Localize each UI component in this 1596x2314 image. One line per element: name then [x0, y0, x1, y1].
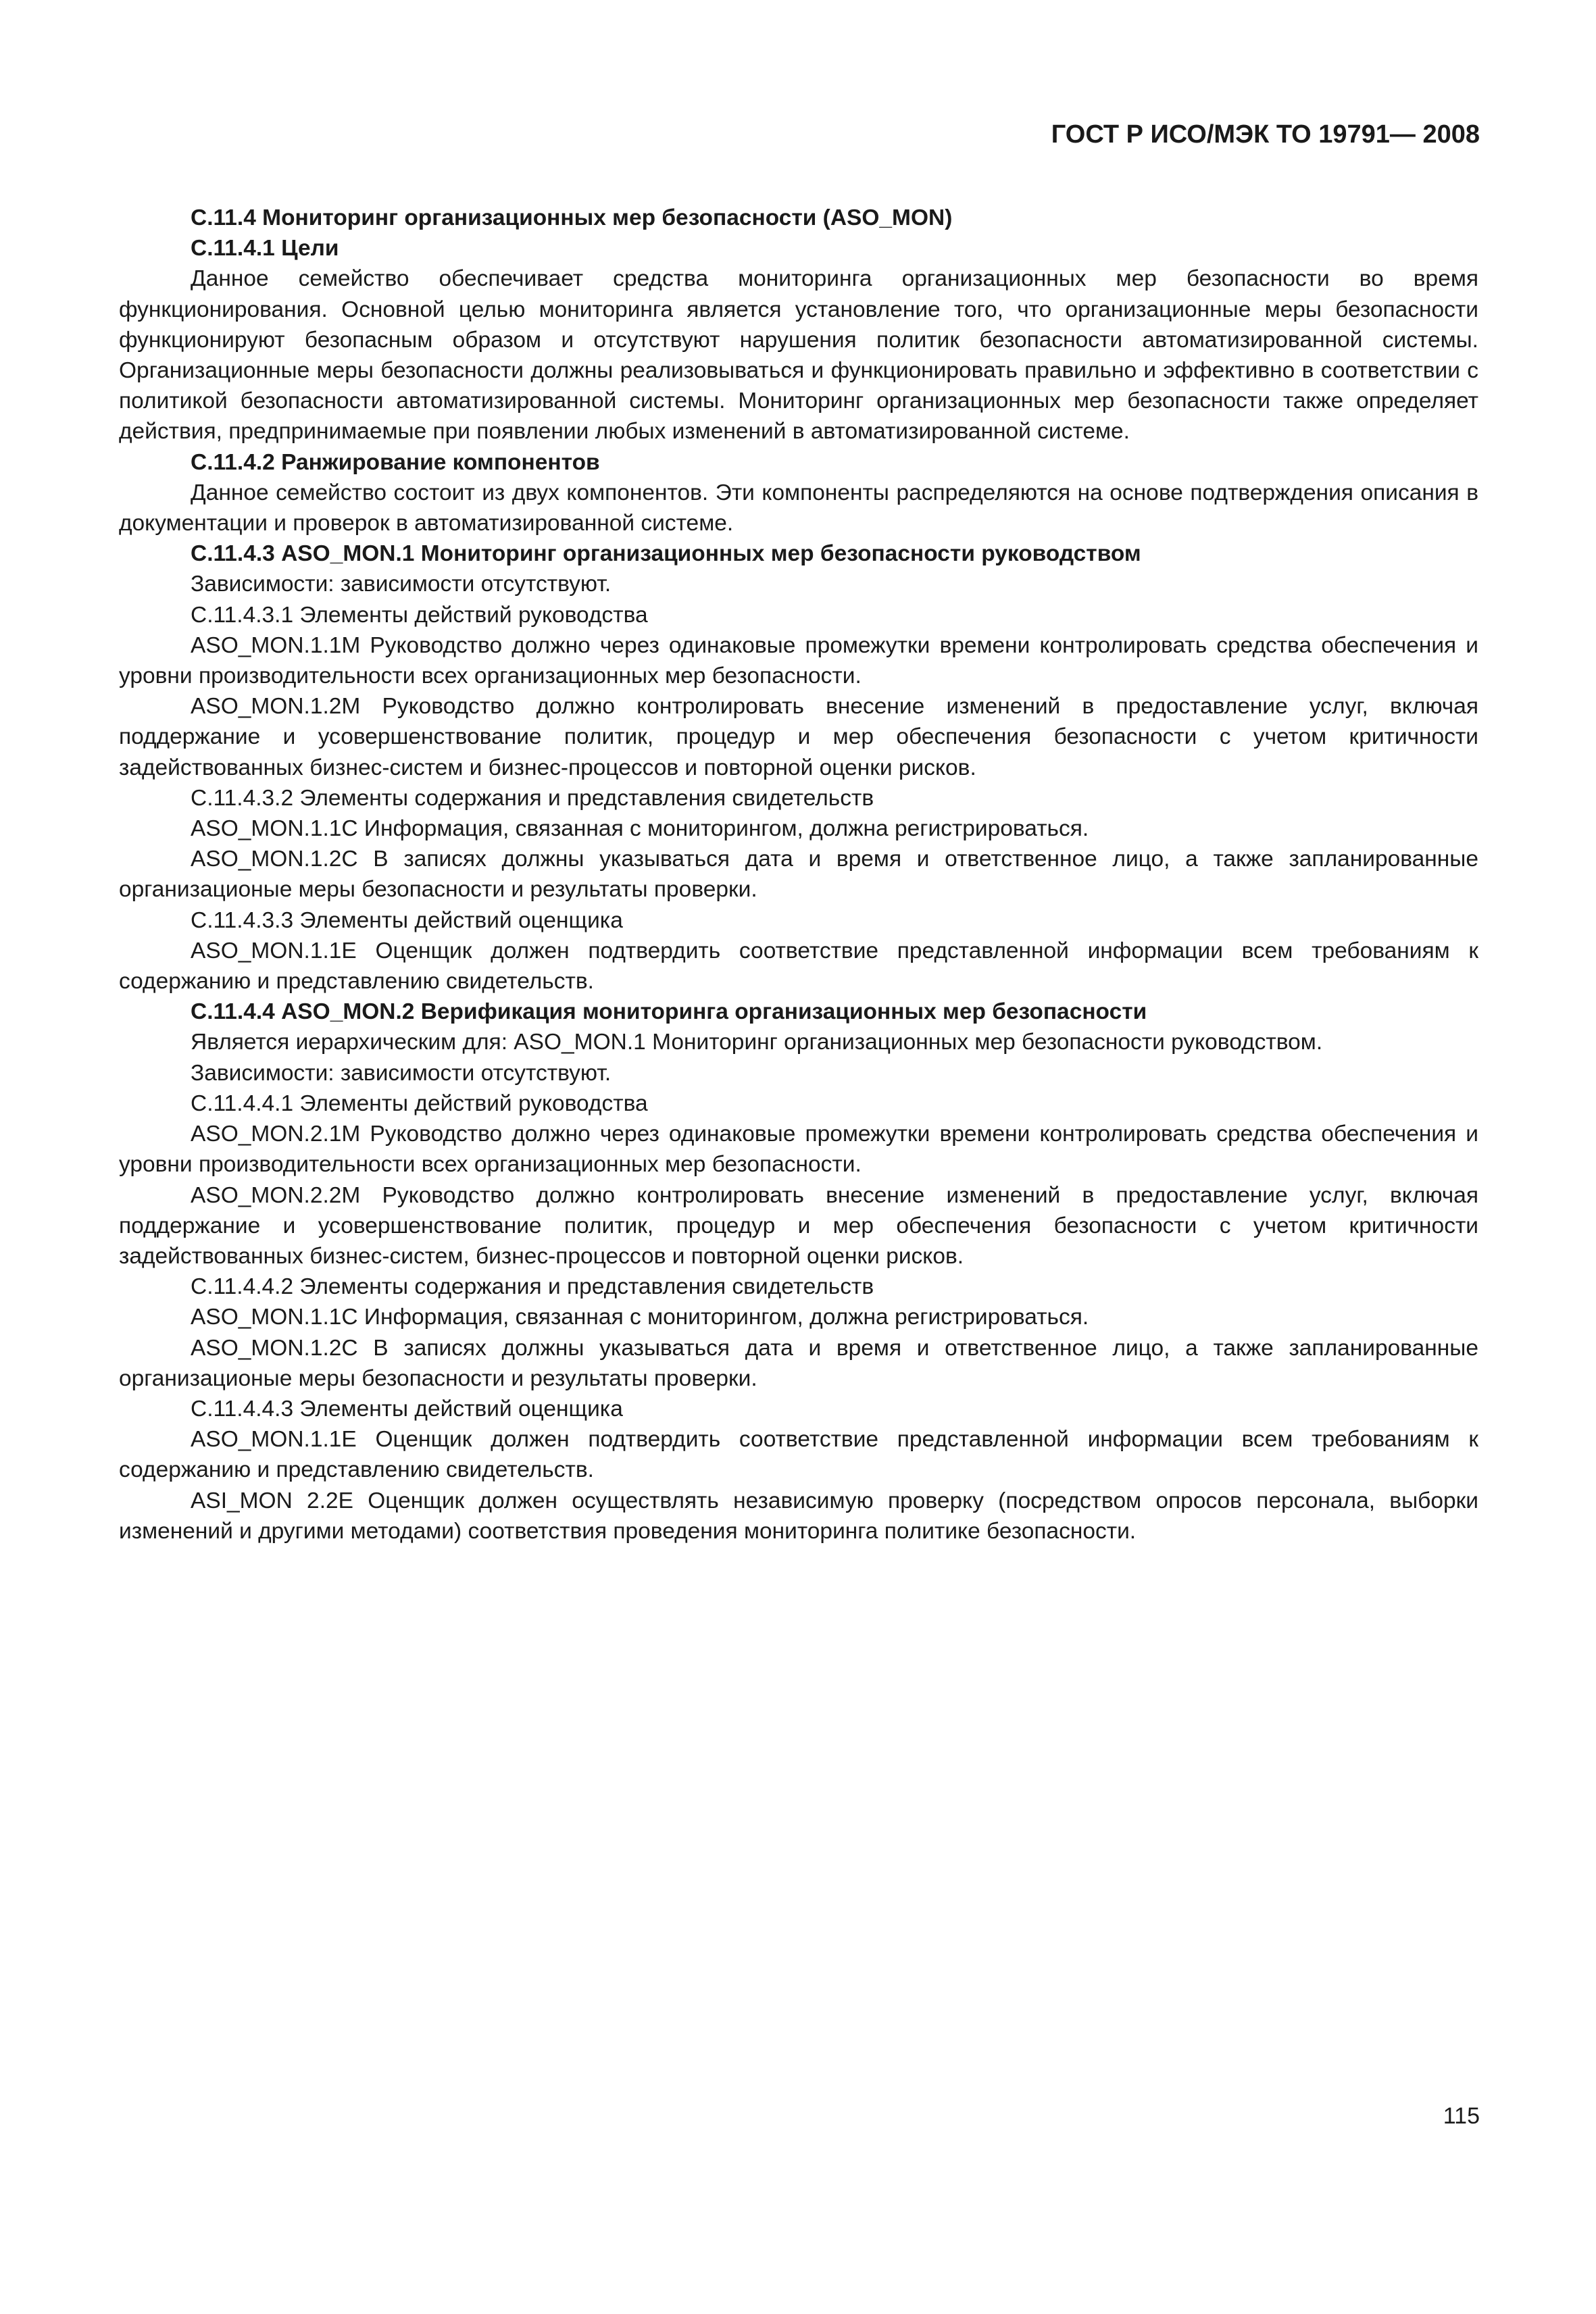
- section-heading: С.11.4 Мониторинг организационных мер безопасности (ASO_MON): [191, 205, 953, 230]
- subsection-heading: С.11.4.2 Ранжирование компонентов: [191, 449, 600, 475]
- paragraph: С.11.4.3.1 Элементы действий руководства: [191, 602, 648, 628]
- paragraph: ASO_MON.1.2C В записях должны указываться дата и время и ответственное лицо, а также запланированные организационые меры безопасности и результаты проверки.: [119, 847, 1478, 903]
- paragraph: ASO_MON.2.1M Руководство должно через одинаковые промежутки времени контролировать средства обеспечения и уровни производительности всех организационных мер безопасности.: [119, 1122, 1478, 1178]
- subsection-heading: С.11.4.3 ASO_MON.1 Мониторинг организационных мер безопасности руководством: [191, 541, 1141, 567]
- paragraph: Зависимости: зависимости отсутствуют.: [191, 1060, 612, 1086]
- paragraph: Данное семейство состоит из двух компонентов. Эти компоненты распределяются на основе подтверждения описания в документации и проверок в автоматизированной системе.: [119, 480, 1478, 536]
- paragraph: ASO_MON.2.2M Руководство должно контролировать внесение изменений в предоставление услуг, включая поддержание и усовершенствование политик, процедур и мер обеспечения безопасности с учетом критичности задействованных бизнес-систем, бизнес-процессов и повторной оценки рисков.: [119, 1182, 1478, 1269]
- paragraph: Зависимости: зависимости отсутствуют.: [191, 572, 612, 597]
- paragraph: С.11.4.3.2 Элементы содержания и представления свидетельств: [191, 785, 874, 811]
- paragraph: С.11.4.4.2 Элементы содержания и представления свидетельств: [191, 1274, 874, 1300]
- subsection-heading: С.11.4.1 Цели: [191, 236, 339, 261]
- paragraph: С.11.4.4.3 Элементы действий оценщика: [191, 1396, 623, 1422]
- document-body: [119, 203, 1478, 1546]
- subsection-heading: С.11.4.4 ASO_MON.2 Верификация мониторинга организационных мер безопасности: [191, 999, 1147, 1025]
- paragraph: ASO_MON.1.1E Оценщик должен подтвердить соответствие представленной информации всем требованиям к содержанию и представлению свидетельств.: [119, 938, 1478, 995]
- paragraph: ASO_MON.1.1C Информация, связанная с мониторингом, должна регистрироваться.: [191, 816, 1089, 842]
- paragraph: ASO_MON.1.2M Руководство должно контролировать внесение изменений в предоставление услуг, включая поддержание и усовершенствование политик, процедур и мер обеспечения безопасности с учетом критичности задействованных бизнес-систем и бизнес-процессов и повторной оценки рисков.: [119, 694, 1478, 780]
- paragraph: С.11.4.4.1 Элементы действий руководства: [191, 1090, 648, 1116]
- paragraph: ASO_MON.1.1E Оценщик должен подтвердить соответствие представленной информации всем требованиям к содержанию и представлению свидетельств.: [119, 1427, 1478, 1483]
- paragraph: ASO_MON.1.2C В записях должны указываться дата и время и ответственное лицо, а также запланированные организационые меры безопасности и результаты проверки.: [119, 1335, 1478, 1391]
- paragraph: Данное семейство обеспечивает средства мониторинга организационных мер безопасности во время функционирования. Основной целью мониторинга является установление того, что организационные меры безопасности функционируют безопасным образом и отсутствуют нарушения политик безопасности автоматизированной системы. Организационные меры безопасности должны реализовываться и функционировать правильно и эффективно в соответствии с политикой безопасности автоматизированной системы. Мониторинг организационных мер безопасности также определяет действия, предпринимаемые при появлении любых изменений в автоматизированной системе.: [119, 266, 1478, 445]
- paragraph: ASI_MON 2.2E Оценщик должен осуществлять независимую проверку (посредством опросов персонала, выборки изменений и другими методами) соответствия проведения мониторинга политике безопасности.: [119, 1488, 1478, 1544]
- paragraph: ASO_MON.1.1C Информация, связанная с мониторингом, должна регистрироваться.: [191, 1305, 1089, 1330]
- page-number: 115: [1443, 2103, 1480, 2129]
- standard-header: ГОСТ Р ИСО/МЭК ТО 19791— 2008: [1051, 120, 1480, 149]
- paragraph: С.11.4.3.3 Элементы действий оценщика: [191, 907, 623, 933]
- paragraph: ASO_MON.1.1M Руководство должно через одинаковые промежутки времени контролировать средства обеспечения и уровни производительности всех организационных мер безопасности.: [119, 632, 1478, 689]
- paragraph: Является иерархическим для: ASO_MON.1 Мониторинг организационных мер безопасности руководством.: [191, 1030, 1323, 1055]
